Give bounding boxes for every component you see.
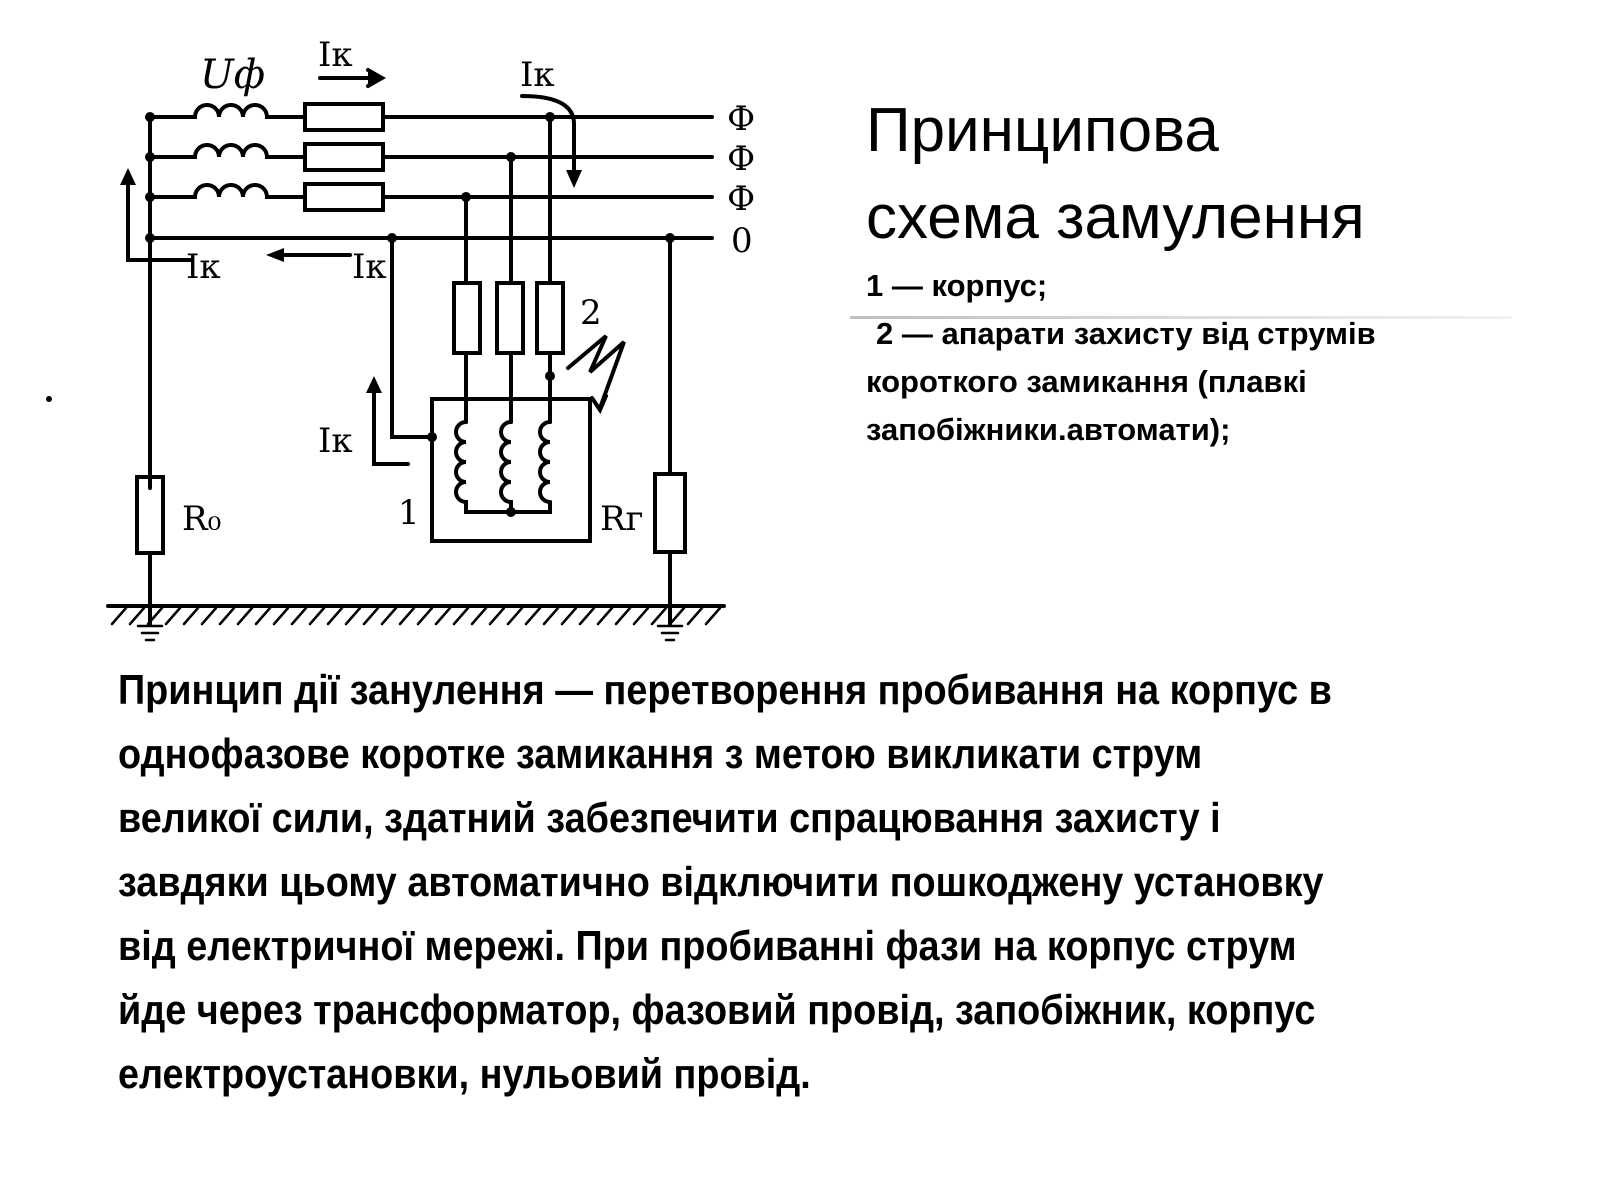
label-zero: 0 xyxy=(731,221,753,261)
label-ik-mid: Iк xyxy=(352,247,387,287)
label-protection-2: 2 xyxy=(580,293,602,333)
paragraph-line: йде через трансформатор, фазовий провід, запобіжник, корпус xyxy=(118,986,1316,1033)
label-ik-top: Iк xyxy=(318,35,353,75)
line-fuse-3 xyxy=(305,184,383,210)
bullet-dot xyxy=(46,396,52,402)
legend-item-2-line-3: запобіжники.автомати); xyxy=(866,412,1231,447)
label-phase-1: Ф xyxy=(727,99,756,139)
title-line-1: Принципова xyxy=(866,96,1219,165)
load-fuse-3 xyxy=(537,283,563,353)
label-ik-right: Iк xyxy=(520,55,555,95)
label-uf: Uф xyxy=(200,52,266,98)
ik-arrow-top xyxy=(368,70,382,86)
label-ik-left: Iк xyxy=(186,247,221,287)
resistor-rg xyxy=(655,474,685,552)
winding-2 xyxy=(150,145,305,157)
ik-arrow-up-left xyxy=(120,168,136,185)
paragraph-line: завдяки цьому автоматично відключити пошкоджену установку xyxy=(118,858,1324,905)
paragraph-line: від електричної мережі. При пробиванні фази на корпус струм xyxy=(118,922,1297,969)
paragraph-line: Принцип дії занулення — перетворення пробивання на корпус в xyxy=(118,666,1332,713)
load-fuse-2 xyxy=(497,283,523,353)
paragraph-line: однофазове коротке замикання з метою викликати струм xyxy=(118,730,1203,777)
legend-item-2: 2 — апарати захисту від струмів xyxy=(876,316,1376,351)
ik-arrow-left xyxy=(266,248,284,262)
label-phase-3: Ф xyxy=(727,179,756,219)
winding-1 xyxy=(150,105,305,117)
paragraph-line: великої сили, здатний забезпечити спрацювання захисту і xyxy=(118,794,1221,841)
slide-title xyxy=(866,88,1586,262)
ik-arrow-up-load xyxy=(366,376,382,393)
line-fuse-2 xyxy=(305,144,383,170)
ik-arrow-down xyxy=(566,170,582,188)
line-fuse-1 xyxy=(305,104,383,130)
load-fuse-1 xyxy=(454,283,480,353)
description-paragraph xyxy=(118,658,1414,1106)
label-phase-2: Ф xyxy=(727,139,756,179)
diagram-legend xyxy=(866,262,1566,454)
label-rg: Rг xyxy=(600,499,644,539)
legend-item-2-line-2: короткого замикання (плавкі xyxy=(866,364,1307,399)
paragraph-line: електроустановки, нульовий провід. xyxy=(118,1050,811,1097)
label-ik-load: Iк xyxy=(318,421,353,461)
winding-3 xyxy=(150,185,305,197)
label-r0: R₀ xyxy=(182,499,222,539)
legend-item-1: 1 — корпус; xyxy=(866,268,1048,303)
title-line-2: схема замулення xyxy=(866,182,1365,252)
label-housing-1: 1 xyxy=(398,493,420,533)
